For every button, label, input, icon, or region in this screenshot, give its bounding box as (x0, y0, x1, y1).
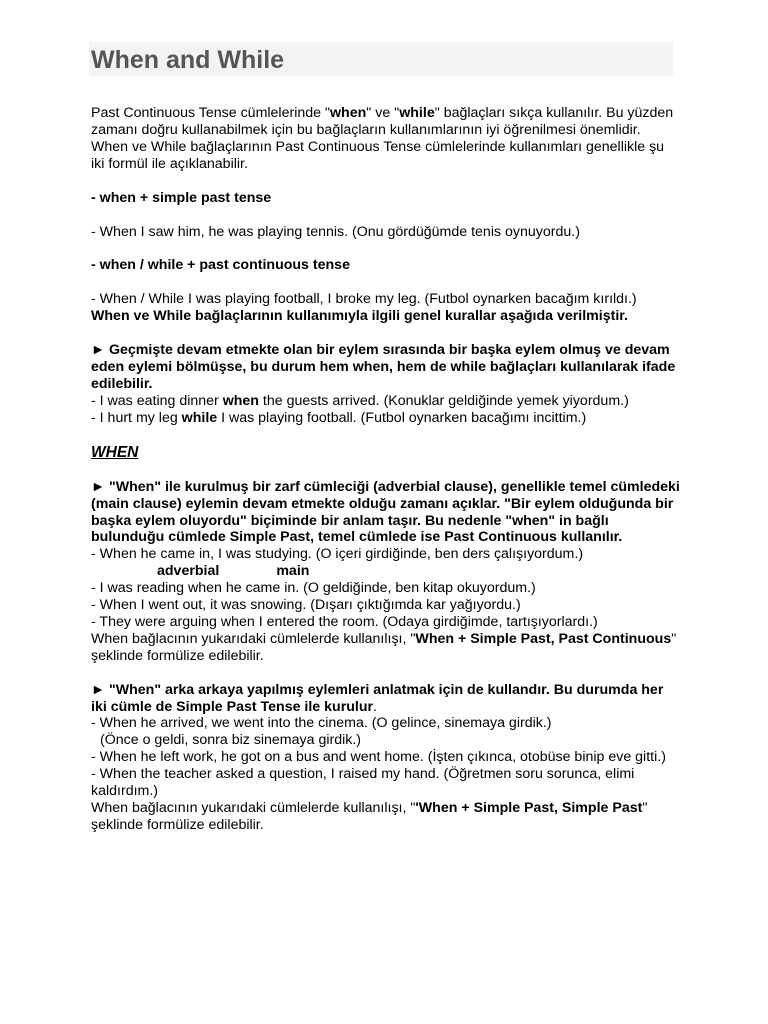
when-example-1: - When he came in, I was studying. (O içeri girdiğinde, ben ders çalışıyordum.) (91, 546, 584, 563)
clause-labels (91, 563, 681, 580)
when-example-4: - They were arguing when I entered the room. (Odaya girdiğimde, tartışıyorlardı.) (91, 613, 598, 630)
label-adverbial: adverbial (157, 563, 220, 580)
sequential-example-3: - When the teacher asked a question, I raised my hand. (Öğretmen soru sorunca, elimi kaldırdım.) (91, 766, 635, 800)
page-title: When and While (91, 46, 285, 74)
sequential-example-1: - When he arrived, we went into the cinema. (O gelince, sinemaya girdik.) (91, 715, 552, 732)
document-body (91, 105, 681, 834)
formula-example-2: - When / While I was playing football, I broke my leg. (Futbol oynarken bacağım kırıldı.) (91, 291, 637, 308)
intro-paragraph-2: When ve While bağlaçlarının Past Continuous Tense cümlelerinde kullanımları genellikle şu iki formül ile açıklanabilir. (91, 138, 665, 172)
formula-heading-2: - when / while + past continuous tense (91, 257, 350, 274)
rule-example-2: - I hurt my leg while I was playing football. (Futbol oynarken bacağımı incittim.) (91, 409, 587, 426)
when-example-3: - When I went out, it was snowing. (Dışarı çıktığımda kar yağıyordu.) (91, 597, 521, 614)
rules-intro: When ve While bağlaçlarının kullanımıyla ilgili genel kurallar aşağıda verilmiştir. (91, 308, 628, 325)
rule-example-1: - I was eating dinner when the guests arrived. (Konuklar geldiğinde yemek yiyordum.) (91, 392, 629, 409)
sequential-example-2: - When he left work, he got on a bus and went home. (İşten çıkınca, otobüse binip eve gitti.) (91, 749, 666, 766)
section-heading-when: WHEN (91, 443, 139, 461)
document-page (91, 42, 681, 834)
when-summary-1: When bağlacının yukarıdaki cümlelerde kullanılışı, "When + Simple Past, Past Continuous" şeklinde formülize edilebilir. (91, 630, 677, 664)
rule-interrupted-action: ► Geçmişte devam etmekte olan bir eylem sırasında bir başka eylem olmuş ve devam eden eylemi bölmüşse, bu durum hem when, hem de while bağlaçları kullanılarak ifade edilebilir. (91, 342, 676, 392)
title-bar (89, 42, 673, 76)
when-rule-adverbial-clause: ► "When" ile kurulmuş bir zarf cümleciği (adverbial clause), genellikle temel cümledeki (main clause) eylemin devam etmekte olduğu zamanı açıklar. "Bir eylem olduğunda bir başka eylem oluyordu" biçiminde bir anlam taşır. Bu nedenle "when" in bağlı bulunduğu cümlede Simple Past, temel cümlede ise Past Continuous kullanılır. (91, 478, 680, 546)
formula-heading-1: - when + simple past tense (91, 189, 272, 206)
when-example-2: - I was reading when he came in. (O geldiğinde, ben kitap okuyordum.) (91, 580, 536, 597)
label-main: main (276, 563, 310, 580)
when-summary-2: When bağlacının yukarıdaki cümlelerde kullanılışı, "'When + Simple Past, Simple Past" şeklinde formülize edilebilir. (91, 800, 648, 833)
formula-example-1: - When I saw him, he was playing tennis. (Onu gördüğümde tenis oynuyordu.) (91, 223, 580, 240)
intro-paragraph: Past Continuous Tense cümlelerinde "when" ve "while" bağlaçları sıkça kullanılır. Bu yüzden zamanı doğru kullanabilmek için bu bağlaçların kullanımlarının iyi öğrenilmesi önemlidir. (91, 105, 674, 138)
sequential-example-1-note: (Önce o geldi, sonra biz sinemaya girdik.) (100, 732, 362, 749)
when-rule-sequential: ► "When" arka arkaya yapılmış eylemleri anlatmak için de kullandır. Bu durumda her iki cümle de Simple Past Tense ile kurulur. (91, 681, 664, 715)
